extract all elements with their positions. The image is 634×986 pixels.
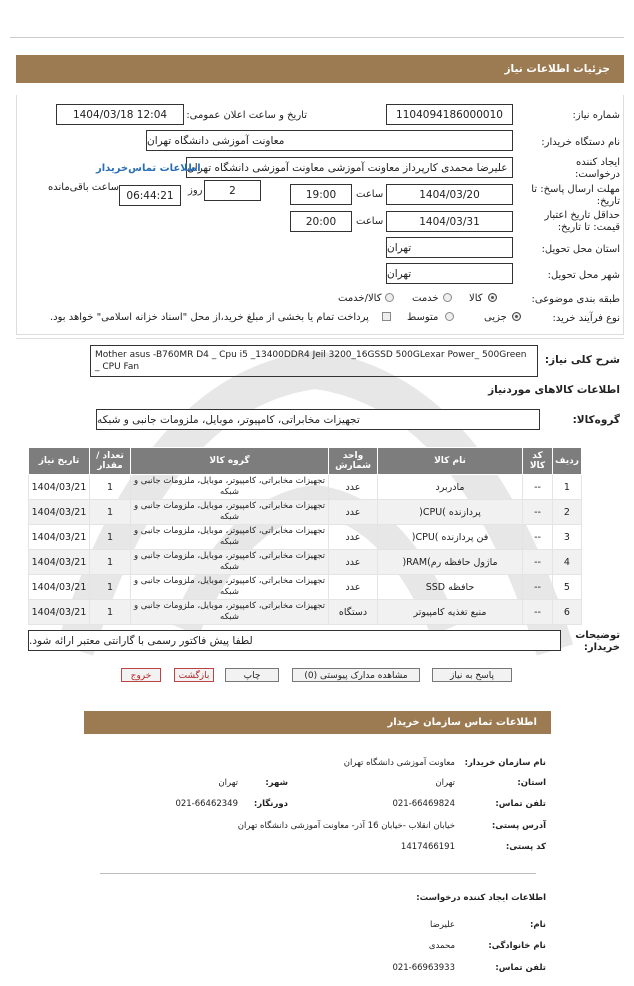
goods-group-field: تجهیزات مخابراتی، کامپیوتر، موبایل، ملزومات جانبی و شبکه [96,409,540,430]
cell-unit: عدد [329,475,378,500]
days-label: روز [188,185,203,196]
process-medium-label: متوسط [407,312,439,323]
creator-phone-value: 021-66963933 [392,963,455,973]
contact-postal-label: کد پستی: [505,842,546,852]
cell-goods-code: -- [523,575,553,600]
cell-need-date: 1404/03/21 [29,600,90,625]
top-divider [10,37,624,38]
table-row [29,550,582,575]
city-label: شهر محل تحویل: [547,270,620,281]
cell-goods-group: تجهیزات مخابراتی، کامپیوتر، موبایل، ملزومات جانبی و شبکه [131,525,329,550]
items-table-wrap [28,447,582,625]
contact-divider [100,873,536,874]
announce-datetime-field: 1404/03/18 12:04 [56,104,184,125]
creator-family-label: نام خانوادگی: [488,941,546,951]
section-divider [16,338,624,339]
cell-quantity: 1 [90,575,131,600]
cell-row-number: 3 [553,525,582,550]
table-row [29,475,582,500]
col-name: نام کالا [378,448,523,475]
province-field: تهران [386,237,513,258]
notes-field: لطفا پیش فاکتور رسمی با گارانتی معتبر ارائه شود. [28,630,561,651]
exit-button[interactable]: خروج [121,668,161,682]
cell-row-number: 6 [553,600,582,625]
contact-address-label: آدرس پستی: [491,821,546,831]
col-date: تاریخ نیاز [29,448,90,475]
back-button[interactable]: بازگشت [174,668,214,682]
creator-name-value: علیرضا [430,920,455,930]
cell-goods-name: ماژول حافظه رم)RAM( [378,550,523,575]
validity-label: حداقل تاریخ اعتبار قیمت: تا تاریخ: [544,210,620,233]
creator-family-value: محمدی [428,941,455,951]
remaining-label: ساعت باقی‌مانده [48,182,120,193]
cell-goods-group: تجهیزات مخابراتی، کامپیوتر، موبایل، ملزومات جانبی و شبکه [131,600,329,625]
buyer-org-label: نام دستگاه خریدار: [541,137,620,148]
cell-need-date: 1404/03/21 [29,500,90,525]
contact-fax-label: دورنگار: [253,799,288,809]
category-service-label: خدمت [412,293,439,304]
reply-button[interactable]: پاسخ به نیاز [432,668,512,682]
col-group: گروه کالا [131,448,329,475]
table-row [29,500,582,525]
cell-unit: عدد [329,550,378,575]
attachments-button[interactable]: مشاهده مدارک پیوستی (0) [292,668,420,682]
cell-quantity: 1 [90,500,131,525]
cell-goods-code: -- [523,500,553,525]
validity-date-field: 1404/03/31 [386,211,513,232]
need-number-field: 1104094186000010 [386,104,513,125]
table-row [29,525,582,550]
cell-goods-group: تجهیزات مخابراتی، کامپیوتر، موبایل، ملزومات جانبی و شبکه [131,550,329,575]
contact-fax-value: 021-66462349 [175,799,238,809]
cell-goods-name: فن پردازنده )CPU( [378,525,523,550]
contact-header: اطلاعات تماس سازمان خریدار [84,711,551,734]
treasury-checkbox[interactable] [382,312,391,324]
cell-goods-code: -- [523,475,553,500]
deadline-date-field: 1404/03/20 [386,184,513,205]
cell-quantity: 1 [90,550,131,575]
summary-label: شرح کلی نیاز: [544,354,620,366]
contact-province-value: تهران [435,778,455,788]
category-both-label: کالا/خدمت [338,293,382,304]
creator-info-title: اطلاعات ایجاد کننده درخواست: [416,893,546,903]
col-qty: تعداد / مقدار [90,448,131,475]
creator-field: علیرضا محمدی کارپرداز معاونت آموزشی معاونت آموزشی دانشگاه تهران [186,157,513,178]
goods-group-label: گروه‌کالا: [572,414,620,426]
cell-row-number: 4 [553,550,582,575]
process-radio-minor[interactable] [512,312,521,324]
cell-need-date: 1404/03/21 [29,475,90,500]
cell-need-date: 1404/03/21 [29,525,90,550]
table-row [29,575,582,600]
cell-goods-group: تجهیزات مخابراتی، کامپیوتر، موبایل، ملزومات جانبی و شبکه [131,575,329,600]
cell-unit: دستگاه [329,600,378,625]
cell-row-number: 1 [553,475,582,500]
items-table [28,447,582,625]
category-radio-goods[interactable] [488,293,497,305]
buyer-contact-link[interactable]: اطلاعات تماس‌خریدار [96,163,201,174]
creator-label: ایجاد کننده درخواست: [575,157,620,180]
cell-goods-code: -- [523,550,553,575]
page-header: جزئیات اطلاعات نیاز [16,55,624,83]
deadline-time-label: ساعت [356,189,384,200]
contact-org-label: نام سازمان خریدار: [464,758,546,768]
print-button[interactable]: چاپ [225,668,279,682]
category-radio-service[interactable] [443,293,452,305]
deadline-label: مهلت ارسال پاسخ: تا تاریخ: [531,184,620,207]
cell-unit: عدد [329,575,378,600]
category-label: طبقه بندی موضوعی: [531,294,620,305]
contact-city-label: شهر: [265,778,288,788]
category-goods-label: کالا [469,293,483,304]
cell-unit: عدد [329,500,378,525]
contact-postal-value: 1417466191 [400,842,455,852]
validity-time-label: ساعت [356,216,384,227]
cell-goods-name: حافظه SSD [378,575,523,600]
contact-province-label: استان: [517,778,546,788]
deadline-time-field: 19:00 [290,184,352,205]
cell-goods-code: -- [523,600,553,625]
province-label: استان محل تحویل: [541,244,620,255]
table-row [29,600,582,625]
cell-quantity: 1 [90,525,131,550]
notes-label: توضیحات خریدار: [575,630,620,653]
summary-box: Mother asus -B760MR D4 _ Cpu i5 _13400DDR4 Jeil 3200_16GSSD 500GLexar Power_ 500Green _ CPU Fan [90,345,538,377]
cell-row-number: 2 [553,500,582,525]
creator-phone-label: تلفن تماس: [495,963,546,973]
cell-need-date: 1404/03/21 [29,550,90,575]
process-radio-medium[interactable] [445,312,454,324]
cell-goods-group: تجهیزات مخابراتی، کامپیوتر، موبایل، ملزومات جانبی و شبکه [131,500,329,525]
need-number-label: شماره نیاز: [572,110,620,121]
validity-time-field: 20:00 [290,211,352,232]
cell-goods-code: -- [523,525,553,550]
contact-city-value: تهران [218,778,238,788]
category-radio-both[interactable] [385,293,394,305]
cell-need-date: 1404/03/21 [29,575,90,600]
remaining-days-field: 2 [204,180,261,201]
contact-phone-value: 021-66469824 [392,799,455,809]
cell-goods-name: پردازنده )CPU( [378,500,523,525]
treasury-note: پرداخت تمام یا بخشی از مبلغ خرید،از محل "اسناد خزانه اسلامی" خواهد بود. [50,312,369,323]
col-row: ردیف [553,448,582,475]
process-minor-label: جزیی [484,312,507,323]
announce-label: تاریخ و ساعت اعلان عمومی: [186,110,307,121]
cell-quantity: 1 [90,600,131,625]
creator-name-label: نام: [529,920,546,930]
cell-goods-name: منبع تغذیه کامپیوتر [378,600,523,625]
contact-address-value: خیابان انقلاب -خیابان 16 آذر- معاونت آموزشی دانشگاه تهران [237,821,455,831]
contact-org-value: معاونت آموزشی دانشگاه تهران [343,758,455,768]
cell-goods-name: مادربرد [378,475,523,500]
cell-row-number: 5 [553,575,582,600]
buyer-org-field: معاونت آموزشی دانشگاه تهران [146,130,513,151]
remaining-time-field: 06:44:21 [119,185,181,206]
process-label: نوع فرآیند خرید: [552,313,620,324]
cell-goods-group: تجهیزات مخابراتی، کامپیوتر، موبایل، ملزومات جانبی و شبکه [131,475,329,500]
col-code: کد کالا [523,448,553,475]
cell-quantity: 1 [90,475,131,500]
goods-info-title: اطلاعات کالاهای موردنیاز [488,384,620,396]
col-unit: واحد شمارش [329,448,378,475]
city-field: تهران [386,263,513,284]
cell-unit: عدد [329,525,378,550]
contact-phone-label: تلفن تماس: [495,799,546,809]
